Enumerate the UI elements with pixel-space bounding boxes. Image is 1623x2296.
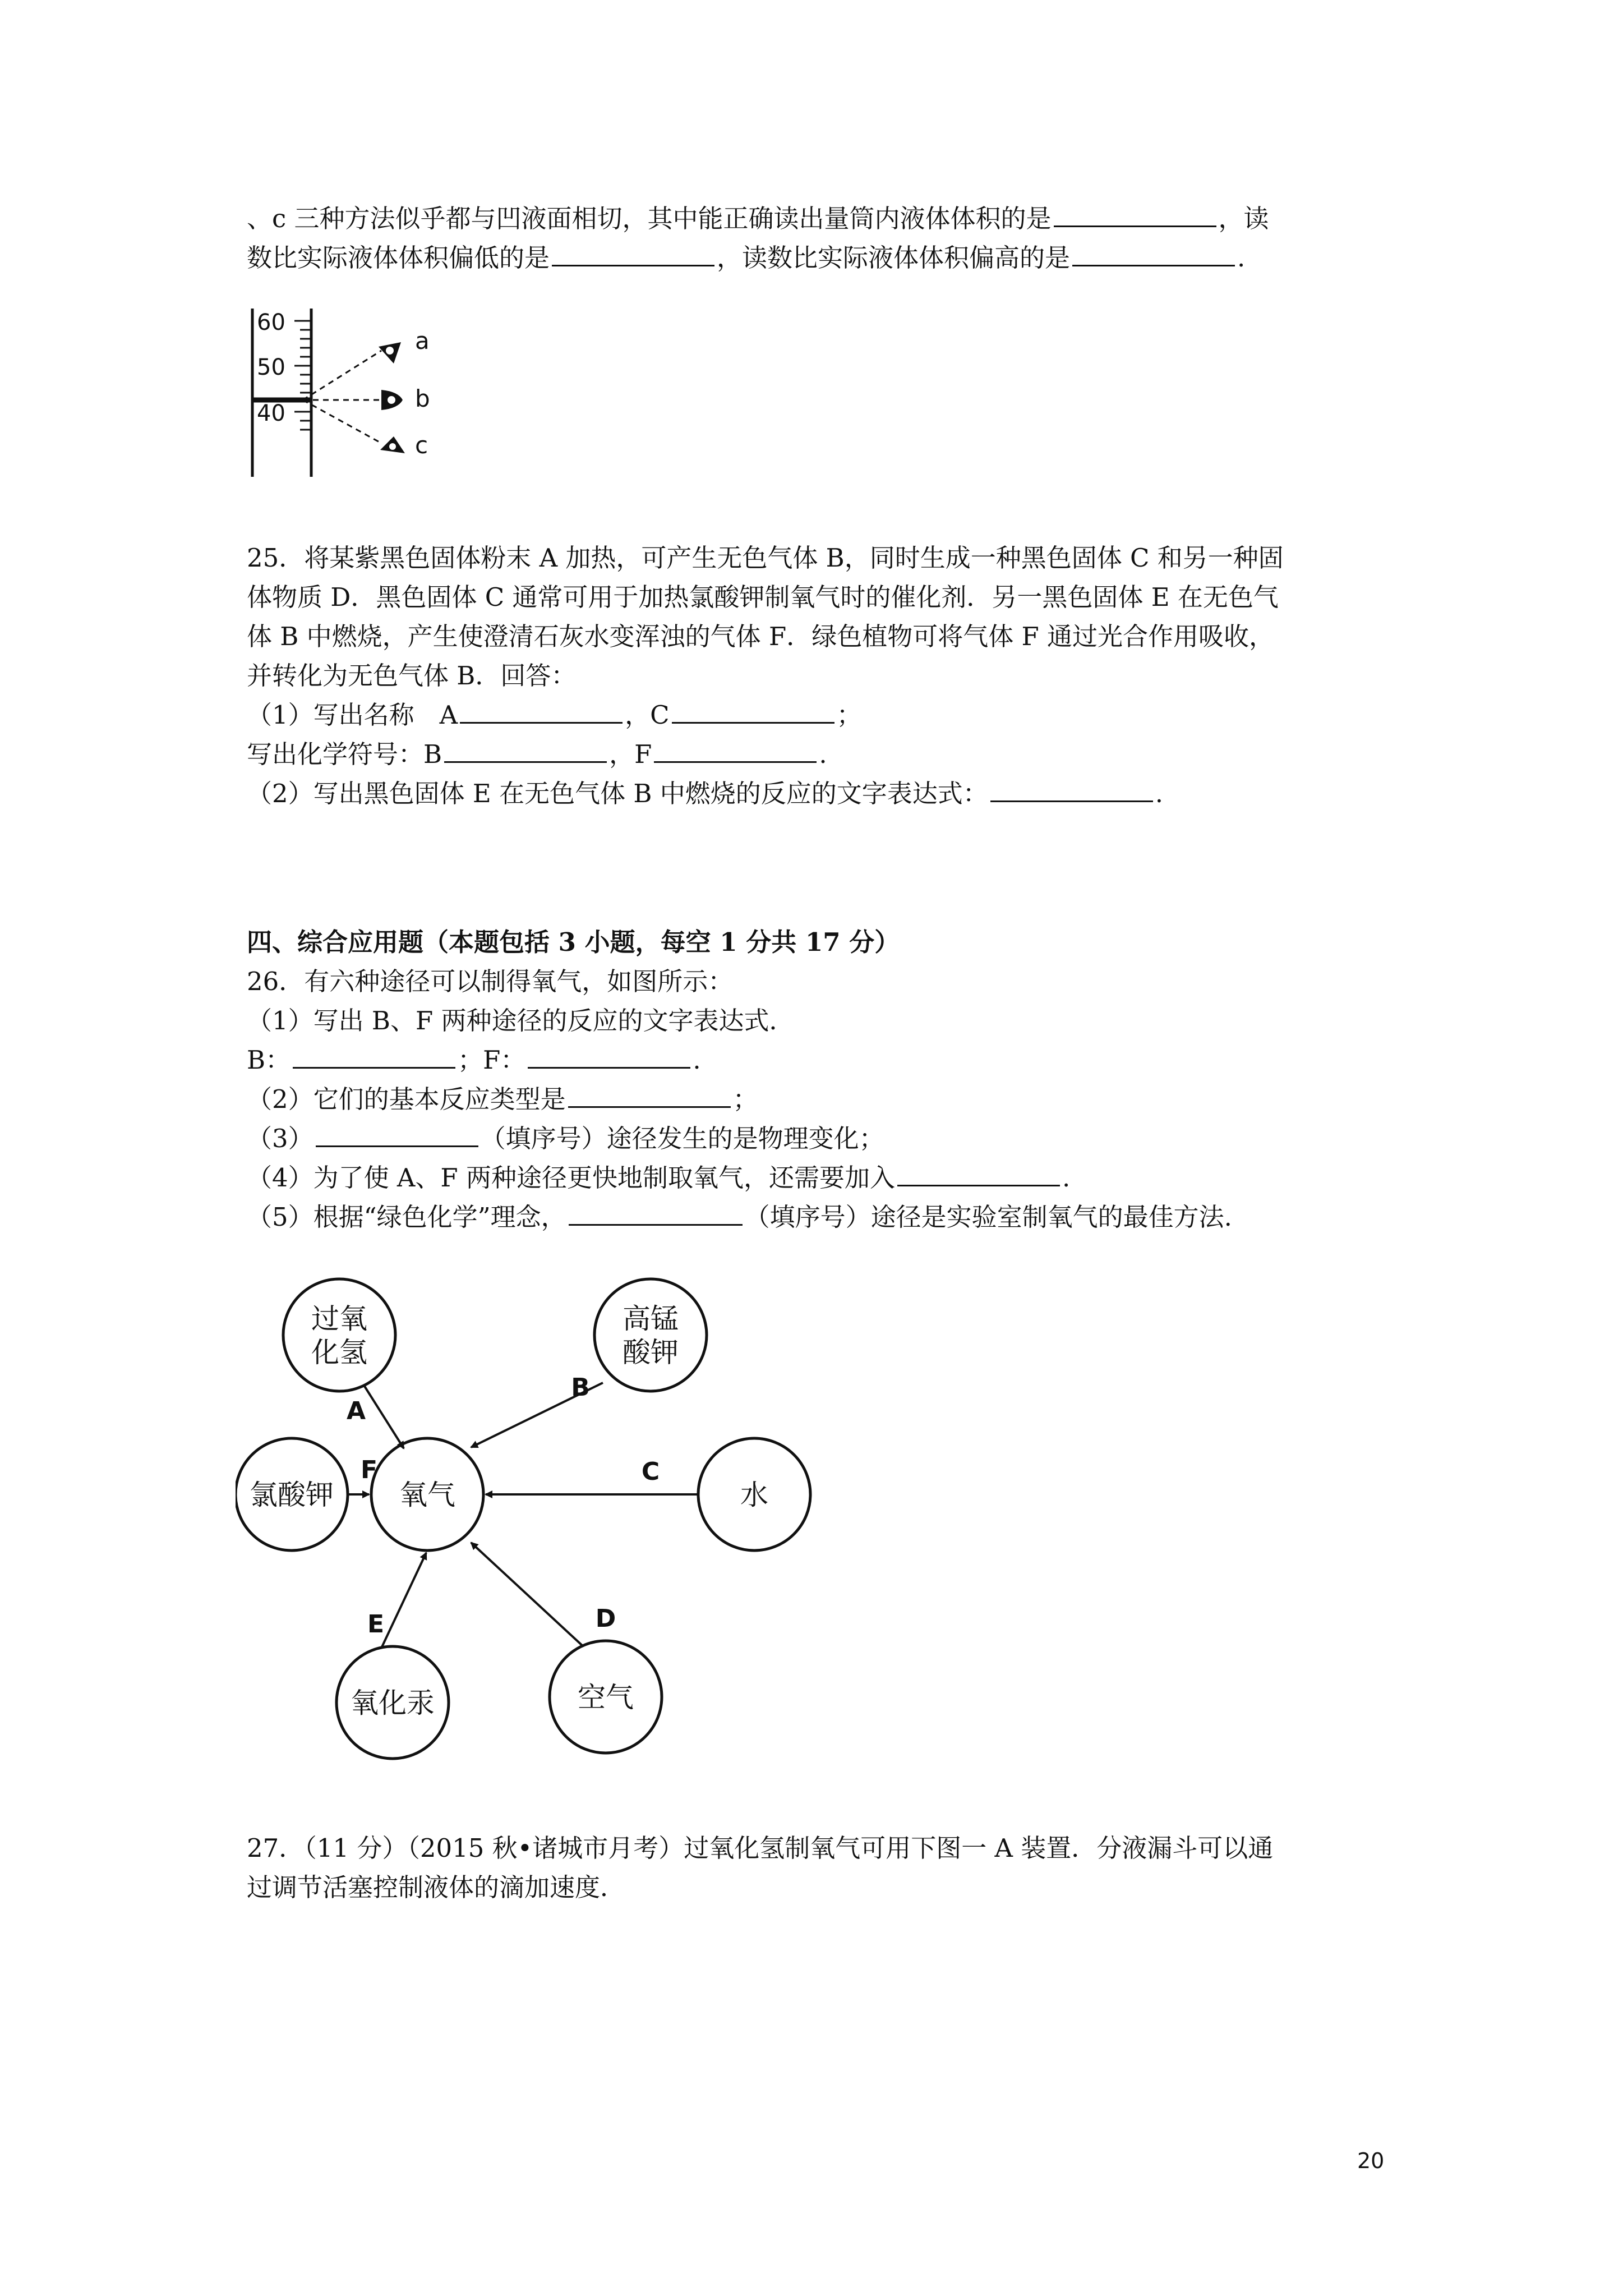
q26-sub-5 bbox=[247, 1200, 1232, 1234]
tick-label: 40 bbox=[257, 401, 285, 426]
node-label: 水 bbox=[740, 1479, 768, 1511]
arrow-label: C bbox=[641, 1457, 660, 1486]
q26-text: （4）为了使 A、F 两种途径更快地制取氧气，还需要加入 bbox=[247, 1163, 895, 1193]
q25-sub-3 bbox=[247, 777, 1163, 811]
answer-blank bbox=[293, 1043, 455, 1069]
source-node bbox=[594, 1279, 707, 1391]
q25-line-2: 体物质 D．黑色固体 C 通常可用于加热氯酸钾制氧气时的催化剂．另一黑色固体 E 在无色气 bbox=[247, 582, 1279, 612]
q26-text: （填序号）途径是实验室制氧气的最佳方法. bbox=[744, 1202, 1232, 1232]
q24-text: ，读 bbox=[1218, 204, 1269, 233]
node-label: 氯酸钾 bbox=[250, 1479, 334, 1511]
q25-sub-1 bbox=[247, 698, 862, 732]
q26-text: （5）根据“绿色化学”理念， bbox=[247, 1202, 566, 1232]
q25-text: （1）写出名称 A bbox=[247, 700, 458, 730]
q25-line-4: 并转化为无色气体 B．回答： bbox=[247, 661, 577, 691]
q25-text: （2）写出黑色固体 E 在无色气体 B 中燃烧的反应的文字表达式： bbox=[247, 779, 988, 808]
node-label: 高锰 bbox=[623, 1303, 679, 1335]
q24-text: 数比实际液体体积偏低的是 bbox=[247, 243, 550, 273]
q26-intro: 26．有六种途径可以制得氧气，如图所示： bbox=[247, 967, 734, 996]
section-title: 四、综合应用题（本题包括 3 小题，每空 1 分共 17 分） bbox=[247, 927, 900, 957]
q26-sub-2 bbox=[247, 1083, 758, 1116]
q27-line-1: 27．（11 分）（2015 秋•诸城市月考）过氧化氢制氧气可用下图一 A 装置．分液漏斗可以通 bbox=[247, 1833, 1274, 1863]
tick-label: 60 bbox=[257, 310, 285, 335]
answer-blank bbox=[654, 738, 817, 763]
page-number: 20 bbox=[1357, 2148, 1385, 2173]
q26-text: . bbox=[693, 1045, 701, 1075]
arrow-label: F bbox=[360, 1456, 378, 1484]
q25-text: . bbox=[1155, 779, 1164, 808]
q26-text: （3） bbox=[247, 1124, 313, 1153]
q26-sub-4 bbox=[247, 1161, 1070, 1195]
node-label: 氧化汞 bbox=[351, 1687, 435, 1719]
answer-blank bbox=[316, 1122, 478, 1147]
q27-line-2: 过调节活塞控制液体的滴加速度． bbox=[247, 1872, 626, 1902]
q24-text: 、c 三种方法似乎都与凹液面相切，其中能正确读出量筒内液体体积的是 bbox=[247, 204, 1052, 233]
eye-label: c bbox=[415, 431, 428, 459]
q26-sub-3 bbox=[247, 1122, 884, 1156]
arrow-label: A bbox=[346, 1397, 366, 1425]
graduated-cylinder-figure bbox=[247, 303, 449, 482]
answer-blank bbox=[552, 241, 714, 266]
node-label: 过氧 bbox=[311, 1303, 367, 1335]
q26-text: （填序号）途径发生的是物理变化； bbox=[480, 1124, 884, 1153]
q25-text: ，C bbox=[625, 700, 670, 730]
arrow-d bbox=[471, 1543, 583, 1646]
q25-line-1: 25．将某紫黑色固体粉末 A 加热，可产生无色气体 B，同时生成一种黑色固体 C 和另一种固 bbox=[247, 543, 1284, 573]
node-label: 化氢 bbox=[311, 1336, 367, 1369]
q26-sub-1: （1）写出 B、F 两种途径的反应的文字表达式． bbox=[247, 1006, 795, 1036]
eye-icon bbox=[381, 390, 403, 410]
answer-blank bbox=[1054, 202, 1216, 227]
arrow-label: E bbox=[367, 1610, 385, 1639]
q26-text: . bbox=[1062, 1163, 1071, 1193]
arrow-label: B bbox=[571, 1373, 590, 1402]
node-label: 酸钾 bbox=[623, 1336, 679, 1369]
answer-blank bbox=[569, 1200, 743, 1226]
answer-blank bbox=[897, 1161, 1060, 1186]
answer-blank bbox=[528, 1043, 690, 1069]
eye-icon bbox=[379, 342, 401, 364]
arrow-label: D bbox=[595, 1604, 616, 1633]
q25-text: ，F bbox=[609, 739, 652, 769]
answer-blank bbox=[990, 777, 1153, 802]
answer-blank bbox=[444, 738, 607, 763]
q25-sub-2 bbox=[247, 738, 827, 771]
q25-text: . bbox=[819, 739, 827, 769]
answer-blank bbox=[460, 698, 623, 724]
arrow-e bbox=[381, 1553, 426, 1648]
answer-blank bbox=[568, 1083, 731, 1108]
q26-text: B： bbox=[247, 1045, 291, 1075]
source-node bbox=[283, 1279, 395, 1391]
q26-sub-1-blanks bbox=[247, 1043, 701, 1077]
q26-text: （2）它们的基本反应类型是 bbox=[247, 1084, 566, 1114]
oxygen-pathways-diagram bbox=[236, 1262, 852, 1801]
q26-text: ；F： bbox=[458, 1045, 526, 1075]
q25-line-3: 体 B 中燃烧，产生使澄清石灰水变浑浊的气体 F．绿色植物可将气体 F 通过光合作用吸收， bbox=[247, 622, 1275, 651]
q24-line-1 bbox=[247, 202, 1269, 236]
eye-icon bbox=[380, 436, 405, 453]
q24-line-2 bbox=[247, 241, 1245, 275]
q26-text: ； bbox=[732, 1084, 758, 1114]
arrow-a bbox=[363, 1384, 404, 1448]
q24-text: . bbox=[1237, 243, 1246, 273]
node-label: 空气 bbox=[578, 1681, 634, 1714]
answer-blank bbox=[672, 698, 834, 724]
tick-label: 50 bbox=[257, 355, 285, 380]
eye-label: a bbox=[415, 327, 430, 355]
q25-text: 写出化学符号：B bbox=[247, 739, 442, 769]
q24-text: ，读数比实际液体体积偏高的是 bbox=[717, 243, 1071, 273]
answer-blank bbox=[1072, 241, 1235, 266]
center-label: 氧气 bbox=[399, 1479, 455, 1511]
eye-label: b bbox=[415, 385, 430, 412]
q25-text: ； bbox=[836, 700, 862, 730]
